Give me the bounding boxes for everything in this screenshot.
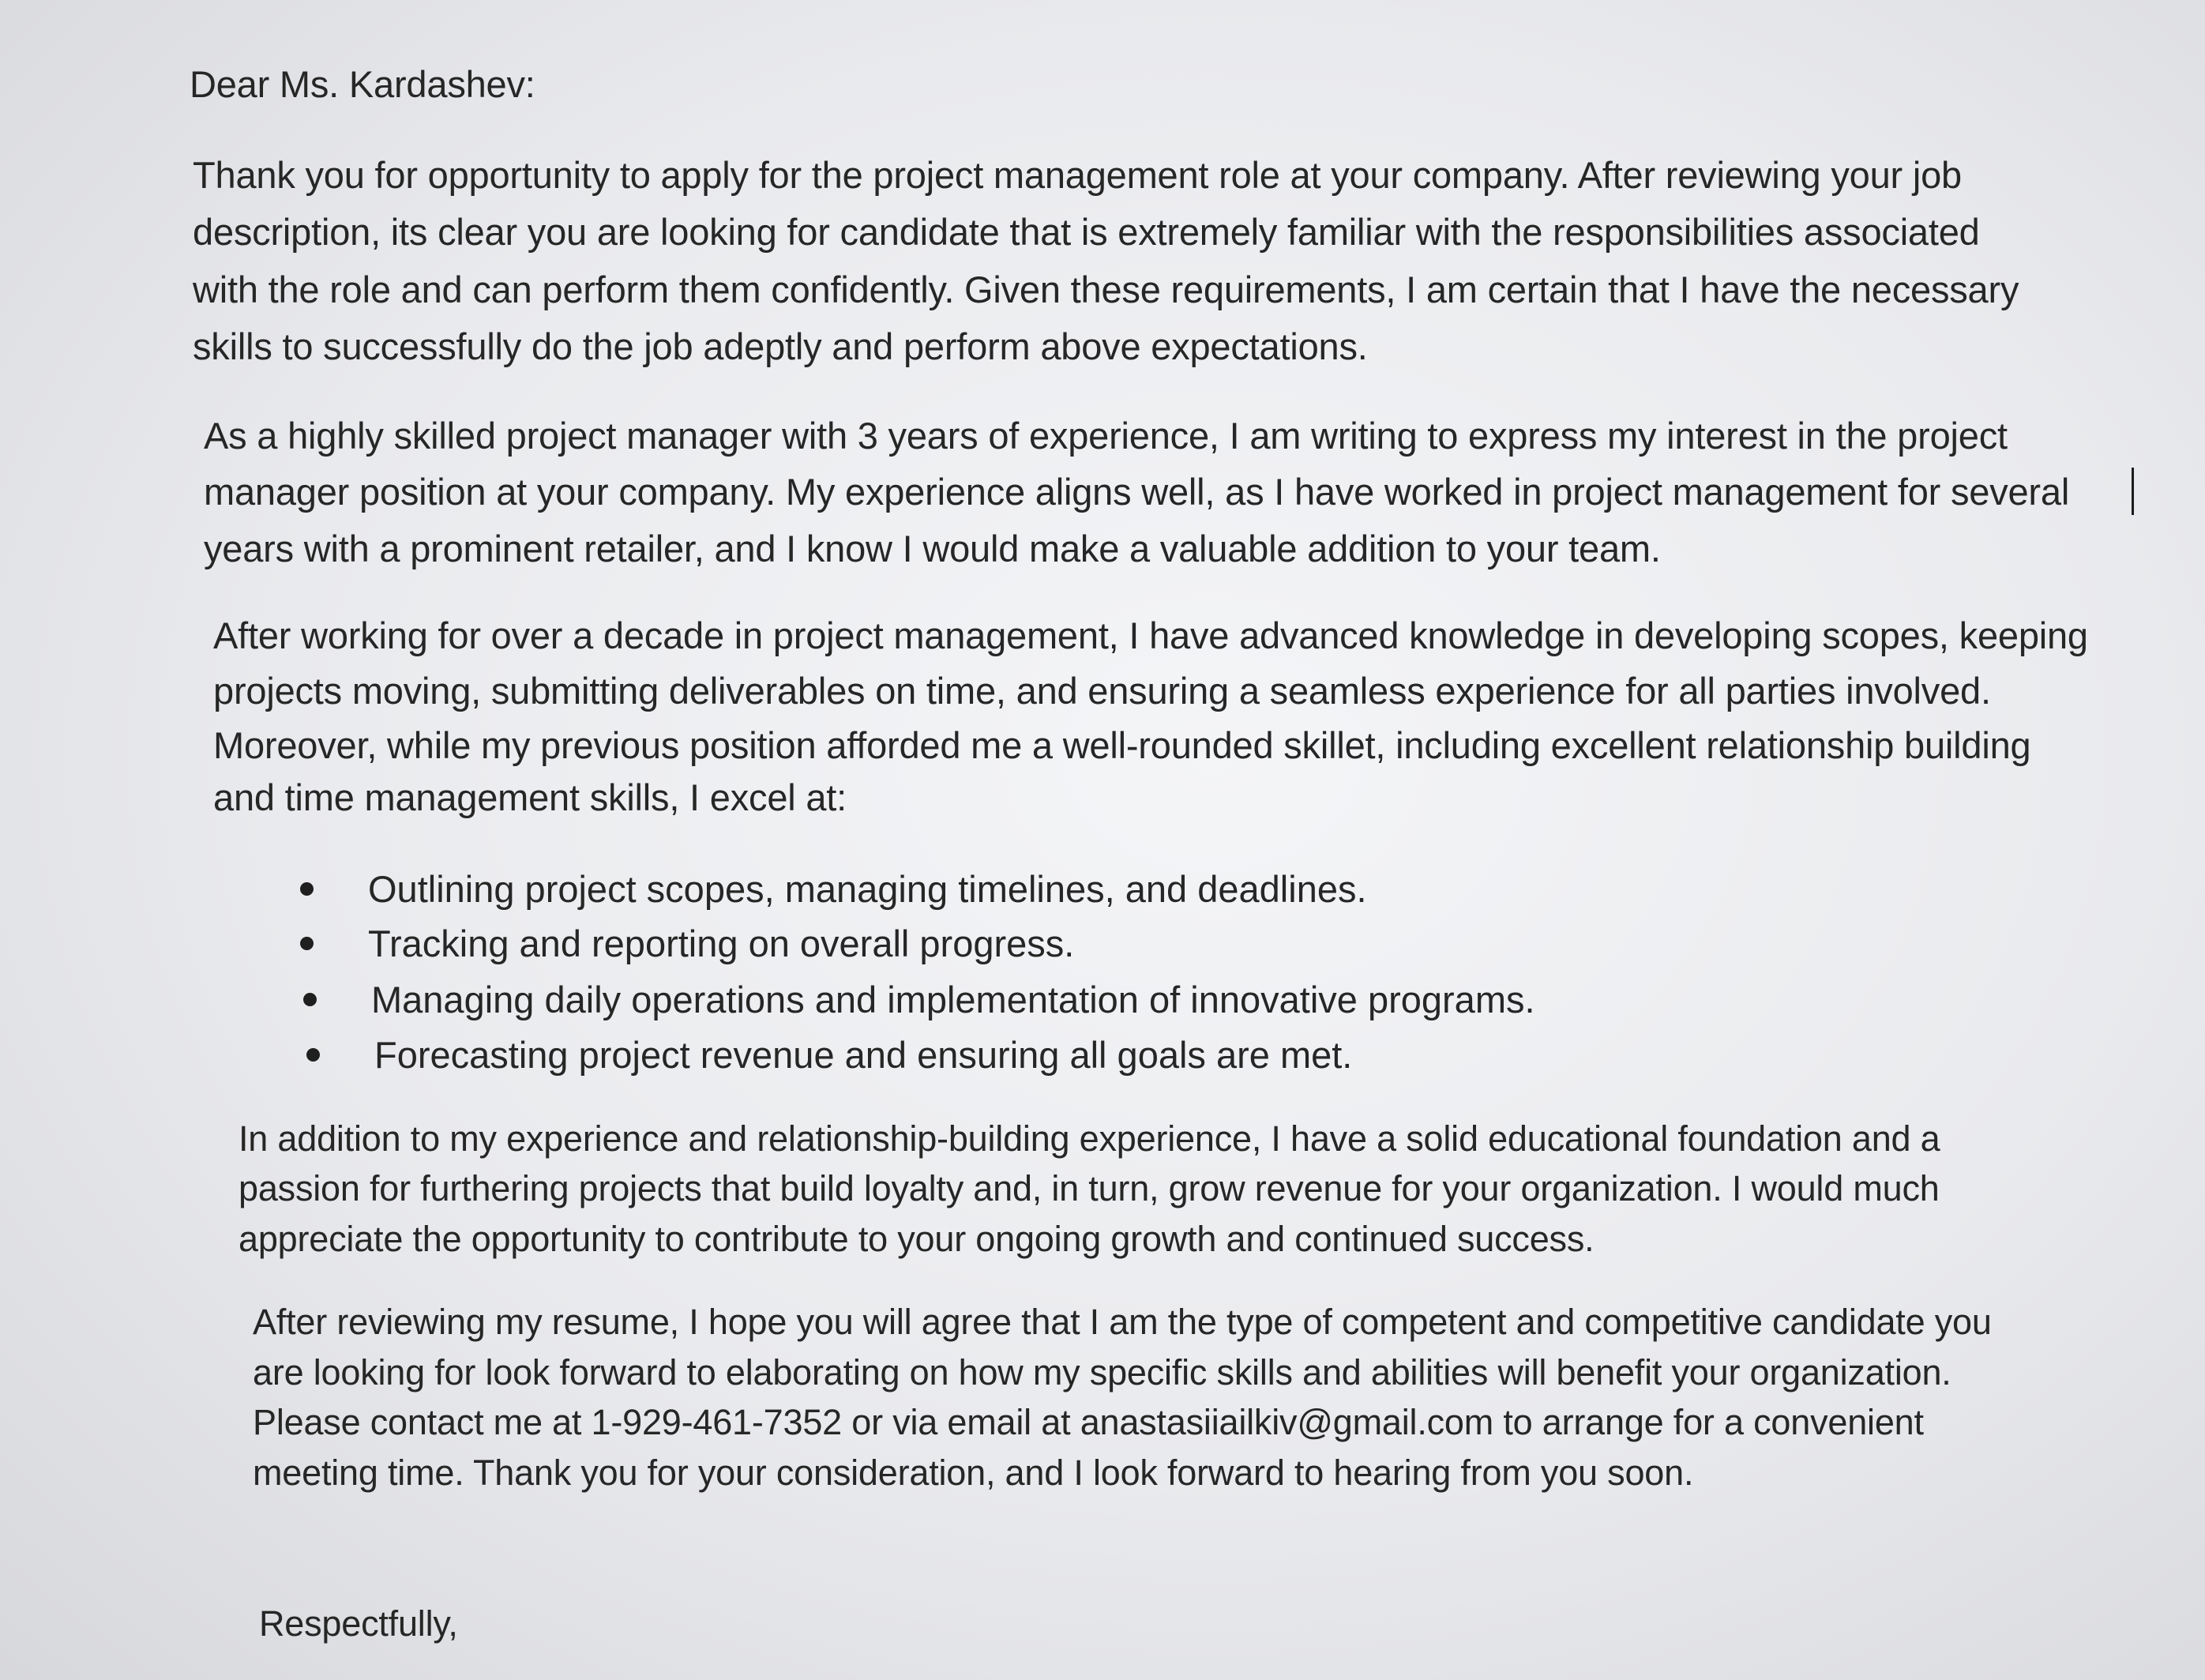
paragraph-1-line: Thank you for opportunity to apply for the project management role at your company. After reviewing your job <box>193 154 1962 196</box>
closing-line: Respectfully, <box>259 1603 458 1644</box>
bullet-icon <box>300 937 314 950</box>
paragraph-5-line: meeting time. Thank you for your consideration, and I look forward to hearing from you soon. <box>253 1453 1694 1493</box>
list-item <box>368 866 1367 912</box>
bullet-icon <box>306 1048 320 1062</box>
list-item <box>371 977 1535 1023</box>
paragraph-2-line: manager position at your company. My experience aligns well, as I have worked in project management for several <box>204 471 2070 513</box>
paragraph-5-line: After reviewing my resume, I hope you will agree that I am the type of competent and competitive candidate you <box>253 1302 1992 1342</box>
paragraph-2-line: years with a prominent retailer, and I know I would make a valuable addition to your team. <box>204 528 1661 569</box>
paragraph-5-line: Please contact me at 1-929-461-7352 or via email at anastasiiailkiv@gmail.com to arrange for a convenient <box>253 1402 1924 1442</box>
bullet-icon <box>303 993 317 1006</box>
paragraph-3-line: After working for over a decade in project management, I have advanced knowledge in developing scopes, keeping <box>213 614 2088 656</box>
paragraph-2-line: As a highly skilled project manager with 3 years of experience, I am writing to express my interest in the project <box>204 415 2008 457</box>
list-item-text: Outlining project scopes, managing timelines, and deadlines. <box>368 868 1367 910</box>
paragraph-3-line: Moreover, while my previous position afforded me a well-rounded skillet, including excellent relationship building <box>213 724 2031 766</box>
paragraph-4-line: passion for furthering projects that build loyalty and, in turn, grow revenue for your organization. I would much <box>239 1168 1940 1208</box>
bullet-icon <box>300 882 314 896</box>
paragraph-1-line: description, its clear you are looking for candidate that is extremely familiar with the responsibilities associated <box>193 211 1980 253</box>
list-item-text: Forecasting project revenue and ensuring all goals are met. <box>374 1034 1353 1076</box>
paragraph-1-line: with the role and can perform them confidently. Given these requirements, I am certain that I have the necessary <box>193 269 2019 310</box>
paragraph-3-line: and time management skills, I excel at: <box>213 776 847 818</box>
list-item <box>368 921 1074 967</box>
list-item-text: Managing daily operations and implementation of innovative programs. <box>371 979 1535 1020</box>
list-item <box>374 1032 1352 1078</box>
paragraph-3-line: projects moving, submitting deliverables on time, and ensuring a seamless experience for all parties involved. <box>213 670 1991 712</box>
paragraph-1-line: skills to successfully do the job adeptly and perform above expectations. <box>193 325 1368 367</box>
paragraph-4-line: In addition to my experience and relationship-building experience, I have a solid educational foundation and a <box>239 1118 1940 1159</box>
list-item-text: Tracking and reporting on overall progress. <box>368 923 1075 964</box>
text-cursor <box>2132 468 2134 515</box>
paragraph-4-line: appreciate the opportunity to contribute to your ongoing growth and continued success. <box>239 1219 1595 1259</box>
salutation: Dear Ms. Kardashev: <box>190 63 535 105</box>
paragraph-5-line: are looking for look forward to elaborating on how my specific skills and abilities will benefit your organization. <box>253 1352 1951 1392</box>
